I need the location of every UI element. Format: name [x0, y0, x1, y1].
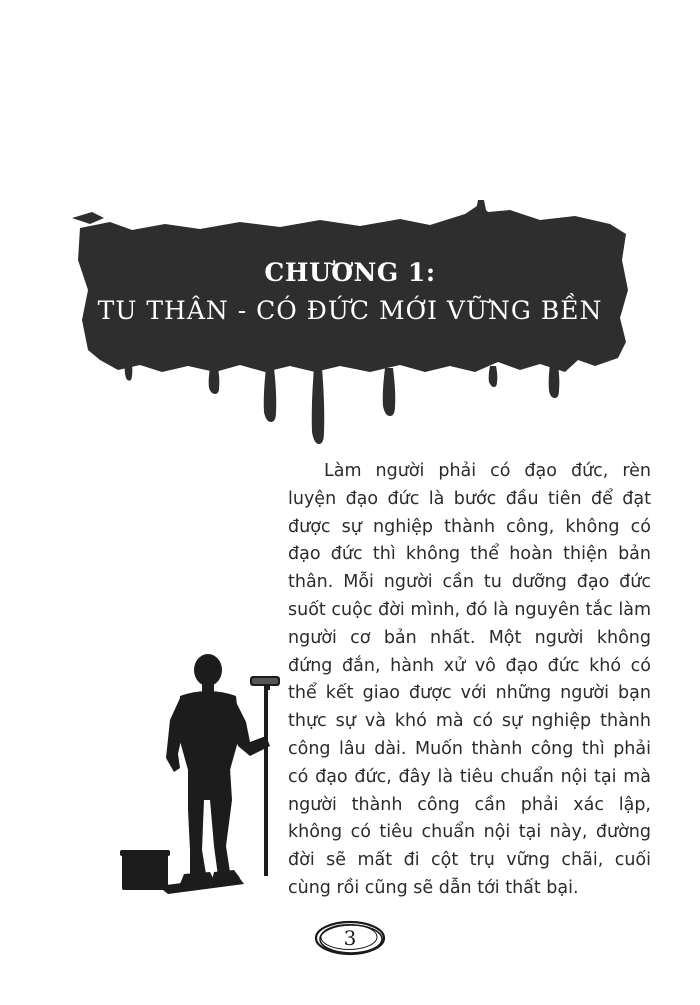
painter-silhouette-illustration — [118, 650, 293, 900]
chapter-label: CHƯƠNG 1: — [264, 258, 436, 287]
chapter-banner — [70, 200, 632, 450]
body-paragraph: Làm người phải có đạo đức, rèn luyện đạo đức là bước đầu tiên để đạt được sự nghiệp thành công, không có đạo đức thì không thể hoàn thiện bản thân. Mỗi người cần tu dưỡng đạo đức suốt cuộc đời mình, đó là nguyên tắc làm người cơ bản nhất. Một người không đứng đắn, hành xử vô đạo đức khó có thể kết giao được với những người bạn thực sự và khó mà có sự nghiệp thành công lâu dài. Muốn thành công thì phải có đạo đức, đây là tiêu chuẩn nội tại mà người thành công cần phải xác lập, không có tiêu chuẩn nội tại này, đường đời sẽ mất đi cột trụ vững chãi, cuối cùng rồi cũng sẽ dẫn tới thất bại. — [288, 461, 651, 898]
chapter-title: TU THÂN - CÓ ĐỨC MỚI VỮNG BỀN — [97, 296, 603, 325]
page-number-badge — [311, 918, 389, 958]
page-number: 3 — [343, 926, 357, 950]
